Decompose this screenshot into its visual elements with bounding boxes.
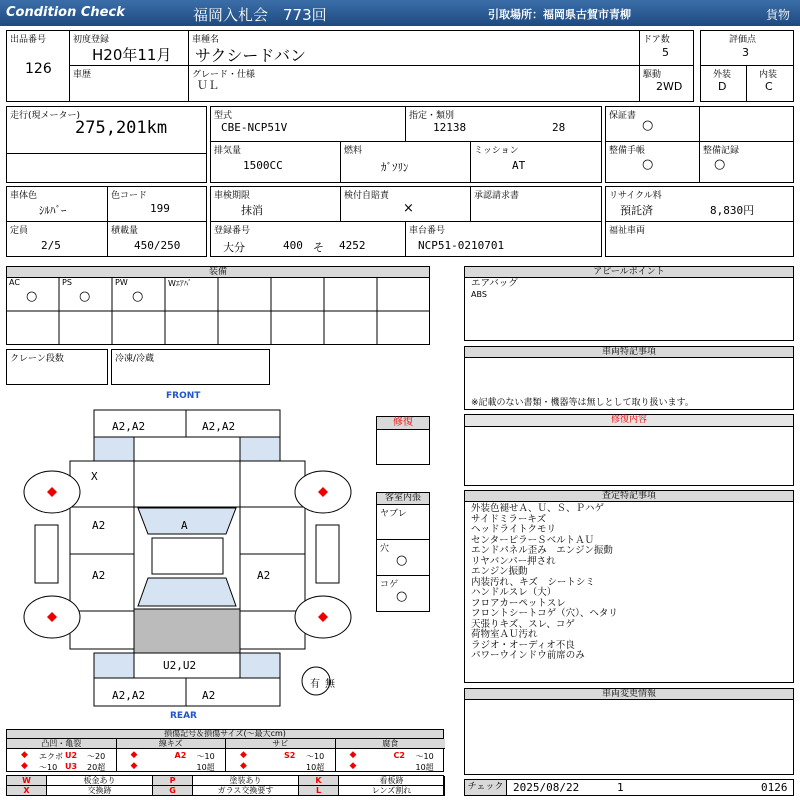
interior-title: 客室内張 — [376, 492, 430, 505]
grade: ＵＬ — [197, 79, 219, 92]
color-label: 車体色 — [10, 191, 38, 201]
appeal-line-2: ABS — [471, 290, 487, 299]
legend-code-value: 板金あり — [47, 776, 153, 786]
inspection-line: ラジオ・オーディオ不良 — [471, 639, 575, 651]
equip-pw-label: PW — [115, 278, 128, 287]
inspection-expiry-cell — [210, 186, 341, 222]
spec-class: 28 — [552, 121, 566, 134]
legend-code: A2 — [174, 751, 187, 760]
damage-diamond-icon: ◆ — [240, 760, 247, 771]
inspection-line: 外装色褪せＡ、Ｕ、Ｓ、Ｐハゲ — [471, 503, 605, 514]
legend-group — [117, 739, 227, 771]
damage-diamond-icon: ◆ — [130, 750, 138, 760]
mission: AT — [512, 159, 526, 172]
vehicle-category: 貨物 — [766, 8, 791, 22]
inspection-line: エンドパネル歪み エンジン振動 — [471, 545, 613, 556]
check-date: 2025/08/22 — [513, 781, 580, 794]
capacity: 2/5 — [41, 239, 61, 252]
legend-group — [226, 739, 336, 771]
check-count: 1 — [617, 781, 624, 794]
warranty-label: 保証書 — [609, 111, 637, 121]
first-registration-cell — [69, 30, 189, 66]
fuel-cell — [340, 141, 471, 183]
interior-hole-label: 穴 — [380, 544, 390, 554]
score: 3 — [742, 46, 749, 59]
legend-group — [7, 739, 117, 771]
interior-grade: C — [765, 80, 773, 93]
damage-diamond-icon: ◆ — [130, 760, 138, 771]
inspection-line: ヘッドライトクモリ — [471, 524, 557, 535]
mileage: 275,201km — [75, 118, 168, 138]
inspection-line: パワーウインドウ前席のみ — [471, 650, 585, 661]
color-code-label: 色コード — [111, 191, 148, 201]
first-registration: H20年11月 — [92, 46, 172, 64]
history-label: 車歴 — [73, 70, 92, 80]
interior-hole-cell — [376, 539, 430, 576]
registration-kana: そ — [313, 241, 324, 254]
exterior-label: 外装 — [713, 70, 732, 80]
insurance-cell — [340, 186, 471, 222]
interior-burn-label: コゲ — [380, 580, 399, 590]
load-cell — [107, 221, 207, 257]
welfare-cell — [605, 221, 794, 257]
rear-bumper-right-mark: A2 — [202, 689, 216, 702]
equip-ac-mark: ○ — [26, 289, 38, 304]
equip-airbag-label: Wｴｱﾊﾞ — [168, 279, 192, 288]
appeal-title: アピールポイント — [464, 266, 794, 278]
freezer-label: 冷凍/冷蔵 — [115, 354, 155, 364]
legend-code-key: W — [7, 776, 47, 786]
doors-label: ドア数 — [643, 35, 670, 45]
inspection-line: 内装汚れ、キズ シートシミ — [471, 576, 595, 588]
legend-code: U3 — [65, 761, 78, 771]
displacement-cell — [210, 141, 341, 183]
grade-cell — [188, 65, 640, 102]
legend-code-key: X — [7, 786, 47, 796]
option-no: 無 — [325, 679, 335, 690]
mission-label: ミッション — [474, 146, 519, 156]
maintenance-record-label: 整備記録 — [703, 146, 740, 156]
interior-tear-label: ヤブレ — [380, 509, 407, 519]
legend-code-key: L — [299, 786, 339, 796]
inspection-expiry: 抹消 — [241, 204, 263, 217]
repair-label: 修復 — [376, 416, 430, 430]
approval-label: 承認請求書 — [474, 191, 520, 201]
chassis-label: 車台番号 — [409, 226, 446, 236]
equip-ps-mark: ○ — [79, 289, 91, 304]
car-diagram — [0, 388, 376, 728]
legend-code-value: 塗装あり — [193, 776, 299, 786]
inspection-line: 天張りキズ、スレ、コゲ — [471, 618, 575, 630]
inspection-line: センターピラーＳベルトＡＵ — [471, 534, 595, 546]
crane-label: クレーン段数 — [10, 354, 64, 364]
front-label: FRONT — [166, 391, 201, 401]
inspection-box — [464, 501, 794, 683]
crane-cell — [6, 349, 108, 385]
legend-size: 10超 — [415, 762, 434, 772]
registration-cell — [210, 221, 406, 257]
legend-code: C2 — [393, 751, 405, 760]
model-cell — [210, 106, 406, 144]
damage-diamond-icon: ◆ — [349, 750, 357, 760]
appeal-line-1: エアバッグ — [471, 278, 518, 289]
interior-label: 内装 — [759, 70, 778, 80]
approval-cell — [470, 186, 602, 222]
legend-code-value: 交換跡 — [47, 786, 153, 796]
interior-hole-mark: ○ — [396, 553, 408, 568]
repair-content-box — [464, 426, 794, 486]
inspection-line: 荷物室ＡＵ汚れ — [471, 629, 538, 640]
lot-number-label: 出品番号 — [10, 35, 47, 45]
damage-diamond-icon: ◆ — [349, 760, 357, 771]
legend-group-name: 腐食 — [336, 739, 446, 749]
rear-label: REAR — [170, 711, 197, 721]
maintenance-book-cell — [605, 141, 700, 183]
maintenance-book-label: 整備手帳 — [609, 146, 646, 156]
mission-cell — [470, 141, 602, 183]
color-cell — [6, 186, 108, 222]
lot-number: 126 — [25, 61, 52, 77]
left-front-door-mark: A2 — [92, 519, 106, 532]
interior-tear-cell — [376, 504, 430, 540]
appeal-box — [464, 277, 794, 341]
body-color: ｼﾙﾊﾞｰ — [39, 204, 67, 217]
welfare-label: 福祉車両 — [609, 226, 646, 236]
inspection-line: ハンドルスレ（大） — [471, 587, 557, 598]
car-name-label: 車種名 — [192, 35, 220, 45]
car-name-cell — [188, 30, 640, 66]
recycle-cell — [605, 186, 794, 222]
rear-bumper-left-mark: A2,A2 — [112, 689, 146, 702]
first-registration-label: 初度登録 — [73, 35, 110, 45]
interior-burn-mark: ○ — [396, 589, 408, 604]
legend-code-table — [6, 775, 444, 796]
history-cell — [69, 65, 189, 102]
repair-content-title: 修復内容 — [464, 414, 794, 427]
warranty-cell — [605, 106, 700, 144]
legend-group-name: サビ — [226, 739, 335, 749]
drive-label: 駆動 — [643, 70, 662, 80]
inspection-line: フロントシートコゲ（穴）、ヘタリ — [471, 608, 618, 619]
inspection-line: エンジン振動 — [471, 566, 528, 577]
special-box — [464, 357, 794, 410]
model: CBE-NCP51V — [221, 121, 288, 134]
legend-size: 〜10 — [306, 752, 325, 761]
inspection-expiry-label: 車検期限 — [214, 191, 251, 201]
inspection-line: サイドミラーキズ — [471, 513, 547, 525]
check-label: チェック — [465, 780, 507, 795]
option-yes: 有 — [310, 679, 320, 690]
doors: 5 — [662, 46, 669, 59]
maintenance-record-mark: ○ — [714, 157, 726, 172]
car-name: サクシードバン — [195, 46, 307, 65]
registration-class: 400 — [283, 239, 303, 252]
auction-title: 福岡入札会 773回 — [193, 6, 327, 24]
score-label: 評価点 — [729, 35, 757, 45]
left-rear-door-mark: A2 — [92, 569, 106, 582]
left-fender-mark: X — [91, 470, 98, 483]
legend-size: 〜10 — [196, 752, 215, 761]
equipment-title: 装備 — [6, 266, 430, 278]
capacity-label: 定員 — [10, 226, 29, 236]
spec-cell — [405, 106, 602, 144]
registration-label: 登録番号 — [214, 226, 251, 236]
fuel: ｶﾞｿﾘﾝ — [381, 161, 409, 174]
displacement-label: 排気量 — [214, 146, 242, 156]
legend-code-key: K — [299, 776, 339, 786]
warranty-mark: ○ — [642, 118, 654, 133]
freezer-cell — [111, 349, 270, 385]
legend-title: 損傷記号＆損傷サイズ(〜最大cm) — [6, 729, 444, 739]
warranty-blank — [699, 106, 794, 144]
color-code: 199 — [150, 202, 170, 215]
drive: 2WD — [656, 80, 683, 93]
chassis-cell — [405, 221, 602, 257]
maintenance-book-mark: ○ — [642, 157, 654, 172]
inspection-line: フロアカーペットスレ — [471, 597, 566, 609]
inspection-line: リヤバンパー押され — [471, 555, 556, 567]
change-box — [464, 699, 794, 775]
legend-size: 20超 — [87, 762, 106, 772]
header-bar — [0, 0, 800, 26]
legend-group — [336, 739, 446, 771]
check-id: 0126 — [761, 781, 788, 794]
recycle-status: 預託済 — [620, 204, 653, 217]
load-label: 積載量 — [111, 226, 139, 236]
mileage-blank — [6, 153, 207, 183]
legend-label: エクボ — [39, 752, 63, 761]
legend-size: 〜10 — [415, 752, 434, 761]
damage-diamond-icon: ◆ — [21, 760, 28, 771]
exterior-cell — [700, 65, 747, 102]
load-capacity: 450/250 — [134, 239, 181, 252]
score-cell — [700, 30, 794, 66]
model-label: 型式 — [214, 111, 233, 121]
legend-code-key: G — [153, 786, 193, 796]
front-bumper-right-mark: A2,A2 — [202, 420, 236, 433]
legend-code: U2 — [65, 751, 78, 760]
fuel-label: 燃料 — [344, 146, 363, 156]
interior-cell — [746, 65, 794, 102]
mileage-label: 走行(現メーター) — [10, 111, 81, 121]
footer-bar — [464, 779, 794, 796]
recycle-amount: 8,830円 — [710, 204, 755, 217]
equip-pw-mark: ○ — [132, 289, 144, 304]
legend-damage-table — [6, 738, 444, 772]
chassis-number: NCP51-0210701 — [418, 239, 505, 252]
mileage-cell — [6, 106, 207, 154]
damage-diamond-icon: ◆ — [240, 750, 247, 760]
repair-box — [376, 429, 430, 465]
recycle-label: リサイクル料 — [609, 191, 662, 201]
legend-code: S2 — [284, 751, 296, 760]
insurance-mark: × — [403, 201, 414, 216]
lot-number-cell — [6, 30, 70, 102]
legend-code-value: ガラス交換要す — [193, 786, 299, 796]
special-title: 車両特記事項 — [464, 346, 794, 358]
legend-group-name: 線キズ — [117, 739, 226, 749]
registration-area: 大分 — [223, 241, 245, 254]
maintenance-record-cell — [699, 141, 794, 183]
color-code-cell — [107, 186, 207, 222]
windshield-mark: A — [181, 519, 188, 532]
doors-cell — [639, 30, 694, 66]
equip-ps-label: PS — [62, 278, 72, 287]
equip-ac-label: AC — [9, 278, 20, 287]
rear-panel-mark: U2,U2 — [163, 659, 197, 672]
interior-burn-cell — [376, 575, 430, 612]
grade-label: グレード・仕様 — [192, 70, 256, 80]
insurance-label: 検付自賠責 — [344, 191, 390, 201]
legend-size: 10超 — [306, 762, 325, 772]
legend-code-value: レンズ割れ — [339, 786, 445, 796]
exterior-grade: D — [718, 80, 727, 93]
special-note: ※記載のない書類・機器等は無しとして取り扱います。 — [471, 398, 694, 408]
capacity-cell — [6, 221, 108, 257]
legend-size: 〜20 — [87, 752, 106, 761]
legend-code-key: P — [153, 776, 193, 786]
drive-cell — [639, 65, 694, 102]
inspection-title: 査定特記事項 — [464, 490, 794, 502]
spec-label: 指定・類別 — [409, 111, 455, 121]
change-title: 車両変更情報 — [464, 688, 794, 700]
legend-label: 〜10 — [39, 762, 58, 772]
spec-number: 12138 — [433, 121, 467, 134]
legend-size: 10超 — [196, 762, 215, 772]
legend-group-name: 凸凹・亀裂 — [7, 739, 116, 749]
displacement: 1500CC — [243, 159, 283, 172]
right-rear-door-mark: A2 — [257, 569, 271, 582]
equipment-grid — [6, 277, 430, 345]
damage-diamond-icon: ◆ — [21, 750, 28, 760]
front-bumper-left-mark: A2,A2 — [112, 420, 146, 433]
brand-title: Condition Check — [6, 5, 125, 20]
registration-number: 4252 — [339, 239, 366, 252]
legend-code-value: 看板跡 — [339, 776, 445, 786]
pickup-location: 引取場所：福岡県古賀市青柳 — [488, 8, 631, 21]
